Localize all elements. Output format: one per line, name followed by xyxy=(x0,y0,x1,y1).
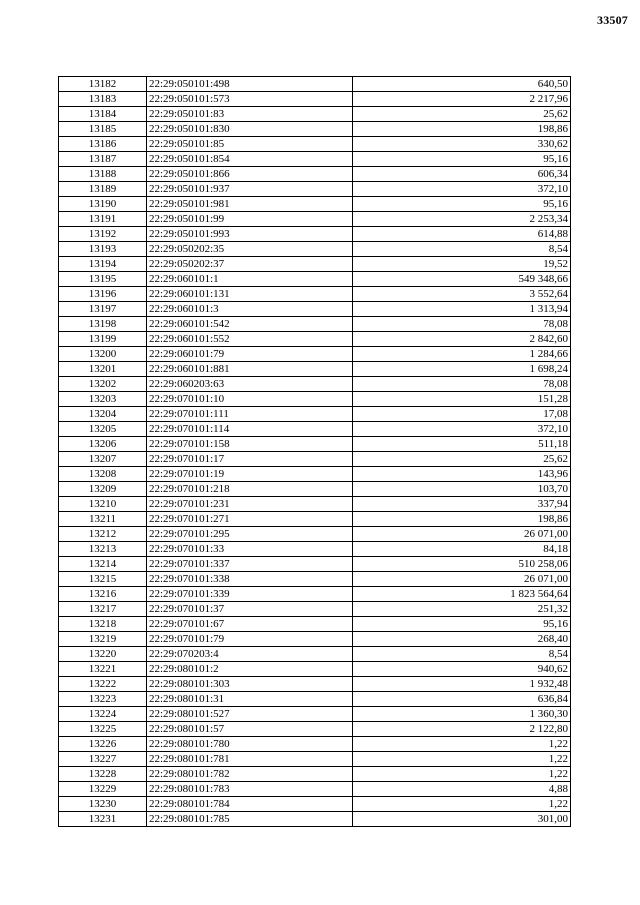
row-number-cell: 13222 xyxy=(59,677,147,692)
table-row xyxy=(59,602,571,617)
row-number-cell: 13182 xyxy=(59,77,147,92)
row-number-cell: 13200 xyxy=(59,347,147,362)
table-row xyxy=(59,332,571,347)
table-row xyxy=(59,317,571,332)
cadastral-number-cell: 22:29:070101:271 xyxy=(147,512,353,527)
row-number-cell: 13184 xyxy=(59,107,147,122)
cadastral-number-cell: 22:29:050101:573 xyxy=(147,92,353,107)
cadastral-number-cell: 22:29:060101:881 xyxy=(147,362,353,377)
cadastral-number-cell: 22:29:050101:99 xyxy=(147,212,353,227)
value-cell: 19,52 xyxy=(353,257,571,272)
cadastral-number-cell: 22:29:070101:218 xyxy=(147,482,353,497)
cadastral-number-cell: 22:29:080101:783 xyxy=(147,782,353,797)
cadastral-number-cell: 22:29:080101:782 xyxy=(147,767,353,782)
value-cell: 636,84 xyxy=(353,692,571,707)
cadastral-number-cell: 22:29:070101:111 xyxy=(147,407,353,422)
value-cell: 330,62 xyxy=(353,137,571,152)
row-number-cell: 13199 xyxy=(59,332,147,347)
table-row xyxy=(59,737,571,752)
table-row xyxy=(59,272,571,287)
table-row xyxy=(59,152,571,167)
row-number-cell: 13204 xyxy=(59,407,147,422)
value-cell: 1 284,66 xyxy=(353,347,571,362)
table-row xyxy=(59,137,571,152)
value-cell: 17,08 xyxy=(353,407,571,422)
value-cell: 2 253,34 xyxy=(353,212,571,227)
cadastral-number-cell: 22:29:070101:10 xyxy=(147,392,353,407)
value-cell: 3 552,64 xyxy=(353,287,571,302)
row-number-cell: 13210 xyxy=(59,497,147,512)
row-number-cell: 13227 xyxy=(59,752,147,767)
cadastral-number-cell: 22:29:070101:295 xyxy=(147,527,353,542)
value-cell: 1 932,48 xyxy=(353,677,571,692)
cadastral-number-cell: 22:29:070101:339 xyxy=(147,587,353,602)
value-cell: 1 360,30 xyxy=(353,707,571,722)
row-number-cell: 13187 xyxy=(59,152,147,167)
table-row xyxy=(59,437,571,452)
table-row xyxy=(59,812,571,827)
value-cell: 2 217,96 xyxy=(353,92,571,107)
row-number-cell: 13191 xyxy=(59,212,147,227)
row-number-cell: 13192 xyxy=(59,227,147,242)
cadastral-number-cell: 22:29:050101:937 xyxy=(147,182,353,197)
cadastral-number-cell: 22:29:050202:35 xyxy=(147,242,353,257)
cadastral-number-cell: 22:29:070101:338 xyxy=(147,572,353,587)
table-row xyxy=(59,497,571,512)
table-body xyxy=(59,77,571,827)
table-row xyxy=(59,167,571,182)
cadastral-number-cell: 22:29:050202:37 xyxy=(147,257,353,272)
table-row xyxy=(59,767,571,782)
table-row xyxy=(59,92,571,107)
row-number-cell: 13198 xyxy=(59,317,147,332)
value-cell: 251,32 xyxy=(353,602,571,617)
row-number-cell: 13220 xyxy=(59,647,147,662)
row-number-cell: 13202 xyxy=(59,377,147,392)
value-cell: 2 842,60 xyxy=(353,332,571,347)
table-row xyxy=(59,212,571,227)
value-cell: 1,22 xyxy=(353,797,571,812)
value-cell: 78,08 xyxy=(353,377,571,392)
table-row xyxy=(59,662,571,677)
value-cell: 103,70 xyxy=(353,482,571,497)
value-cell: 614,88 xyxy=(353,227,571,242)
value-cell: 1,22 xyxy=(353,737,571,752)
row-number-cell: 13207 xyxy=(59,452,147,467)
row-number-cell: 13209 xyxy=(59,482,147,497)
row-number-cell: 13216 xyxy=(59,587,147,602)
value-cell: 78,08 xyxy=(353,317,571,332)
cadastral-number-cell: 22:29:050101:83 xyxy=(147,107,353,122)
row-number-cell: 13196 xyxy=(59,287,147,302)
table-row xyxy=(59,302,571,317)
table-row xyxy=(59,392,571,407)
row-number-cell: 13186 xyxy=(59,137,147,152)
value-cell: 1 698,24 xyxy=(353,362,571,377)
table-row xyxy=(59,287,571,302)
row-number-cell: 13221 xyxy=(59,662,147,677)
value-cell: 511,18 xyxy=(353,437,571,452)
row-number-cell: 13228 xyxy=(59,767,147,782)
value-cell: 198,86 xyxy=(353,122,571,137)
row-number-cell: 13223 xyxy=(59,692,147,707)
cadastral-number-cell: 22:29:080101:303 xyxy=(147,677,353,692)
row-number-cell: 13195 xyxy=(59,272,147,287)
table-row xyxy=(59,347,571,362)
value-cell: 198,86 xyxy=(353,512,571,527)
table-row xyxy=(59,512,571,527)
cadastral-number-cell: 22:29:080101:781 xyxy=(147,752,353,767)
value-cell: 84,18 xyxy=(353,542,571,557)
table-row xyxy=(59,632,571,647)
cadastral-number-cell: 22:29:070101:67 xyxy=(147,617,353,632)
row-number-cell: 13194 xyxy=(59,257,147,272)
row-number-cell: 13185 xyxy=(59,122,147,137)
value-cell: 510 258,06 xyxy=(353,557,571,572)
cadastral-number-cell: 22:29:060101:79 xyxy=(147,347,353,362)
row-number-cell: 13203 xyxy=(59,392,147,407)
value-cell: 1 823 564,64 xyxy=(353,587,571,602)
row-number-cell: 13212 xyxy=(59,527,147,542)
value-cell: 606,34 xyxy=(353,167,571,182)
cadastral-number-cell: 22:29:070101:231 xyxy=(147,497,353,512)
row-number-cell: 13197 xyxy=(59,302,147,317)
value-cell: 301,00 xyxy=(353,812,571,827)
row-number-cell: 13231 xyxy=(59,812,147,827)
row-number-cell: 13213 xyxy=(59,542,147,557)
value-cell: 940,62 xyxy=(353,662,571,677)
table-row xyxy=(59,122,571,137)
table-row xyxy=(59,722,571,737)
cadastral-number-cell: 22:29:070101:337 xyxy=(147,557,353,572)
cadastral-number-cell: 22:29:070101:33 xyxy=(147,542,353,557)
cadastral-number-cell: 22:29:060101:131 xyxy=(147,287,353,302)
table-row xyxy=(59,752,571,767)
value-cell: 549 348,66 xyxy=(353,272,571,287)
value-cell: 372,10 xyxy=(353,182,571,197)
cadastral-number-cell: 22:29:070101:158 xyxy=(147,437,353,452)
value-cell: 25,62 xyxy=(353,452,571,467)
table-row xyxy=(59,257,571,272)
cadastral-number-cell: 22:29:060101:3 xyxy=(147,302,353,317)
table-row xyxy=(59,527,571,542)
row-number-cell: 13188 xyxy=(59,167,147,182)
value-cell: 95,16 xyxy=(353,152,571,167)
cadastral-number-cell: 22:29:070101:37 xyxy=(147,602,353,617)
row-number-cell: 13215 xyxy=(59,572,147,587)
cadastral-number-cell: 22:29:050101:993 xyxy=(147,227,353,242)
table-row xyxy=(59,557,571,572)
value-cell: 1,22 xyxy=(353,752,571,767)
row-number-cell: 13229 xyxy=(59,782,147,797)
row-number-cell: 13189 xyxy=(59,182,147,197)
cadastral-number-cell: 22:29:060203:63 xyxy=(147,377,353,392)
row-number-cell: 13219 xyxy=(59,632,147,647)
cadastral-number-cell: 22:29:050101:85 xyxy=(147,137,353,152)
cadastral-number-cell: 22:29:080101:31 xyxy=(147,692,353,707)
cadastral-number-cell: 22:29:050101:981 xyxy=(147,197,353,212)
row-number-cell: 13193 xyxy=(59,242,147,257)
table-row xyxy=(59,467,571,482)
row-number-cell: 13214 xyxy=(59,557,147,572)
cadastral-number-cell: 22:29:070101:79 xyxy=(147,632,353,647)
value-cell: 25,62 xyxy=(353,107,571,122)
value-cell: 151,28 xyxy=(353,392,571,407)
value-cell: 268,40 xyxy=(353,632,571,647)
table-row xyxy=(59,617,571,632)
table-row xyxy=(59,587,571,602)
row-number-cell: 13190 xyxy=(59,197,147,212)
cadastral-number-cell: 22:29:070101:17 xyxy=(147,452,353,467)
table-row xyxy=(59,407,571,422)
cadastral-number-cell: 22:29:080101:527 xyxy=(147,707,353,722)
table-row xyxy=(59,452,571,467)
row-number-cell: 13230 xyxy=(59,797,147,812)
row-number-cell: 13218 xyxy=(59,617,147,632)
cadastral-number-cell: 22:29:050101:830 xyxy=(147,122,353,137)
cadastral-value-table xyxy=(58,76,571,827)
cadastral-number-cell: 22:29:080101:785 xyxy=(147,812,353,827)
table-row xyxy=(59,197,571,212)
value-cell: 372,10 xyxy=(353,422,571,437)
row-number-cell: 13224 xyxy=(59,707,147,722)
table-row xyxy=(59,542,571,557)
cadastral-number-cell: 22:29:070101:19 xyxy=(147,467,353,482)
value-cell: 1 313,94 xyxy=(353,302,571,317)
table-row xyxy=(59,242,571,257)
cadastral-number-cell: 22:29:060101:542 xyxy=(147,317,353,332)
cadastral-number-cell: 22:29:080101:784 xyxy=(147,797,353,812)
table-row xyxy=(59,422,571,437)
table-row xyxy=(59,677,571,692)
row-number-cell: 13217 xyxy=(59,602,147,617)
value-cell: 4,88 xyxy=(353,782,571,797)
value-cell: 8,54 xyxy=(353,242,571,257)
value-cell: 143,96 xyxy=(353,467,571,482)
table-row xyxy=(59,182,571,197)
table-row xyxy=(59,647,571,662)
cadastral-number-cell: 22:29:050101:498 xyxy=(147,77,353,92)
page-number: 33507 xyxy=(597,13,628,27)
table-row xyxy=(59,362,571,377)
value-cell: 640,50 xyxy=(353,77,571,92)
value-cell: 95,16 xyxy=(353,617,571,632)
value-cell: 337,94 xyxy=(353,497,571,512)
table-row xyxy=(59,227,571,242)
cadastral-number-cell: 22:29:070101:114 xyxy=(147,422,353,437)
cadastral-number-cell: 22:29:080101:780 xyxy=(147,737,353,752)
table-row xyxy=(59,782,571,797)
value-cell: 26 071,00 xyxy=(353,572,571,587)
table-row xyxy=(59,572,571,587)
cadastral-number-cell: 22:29:060101:1 xyxy=(147,272,353,287)
value-cell: 26 071,00 xyxy=(353,527,571,542)
cadastral-number-cell: 22:29:050101:866 xyxy=(147,167,353,182)
row-number-cell: 13211 xyxy=(59,512,147,527)
cadastral-number-cell: 22:29:050101:854 xyxy=(147,152,353,167)
table-row xyxy=(59,692,571,707)
row-number-cell: 13225 xyxy=(59,722,147,737)
cadastral-number-cell: 22:29:080101:2 xyxy=(147,662,353,677)
cadastral-number-cell: 22:29:070203:4 xyxy=(147,647,353,662)
table-row xyxy=(59,707,571,722)
value-cell: 95,16 xyxy=(353,197,571,212)
table-row xyxy=(59,482,571,497)
row-number-cell: 13208 xyxy=(59,467,147,482)
table-row xyxy=(59,77,571,92)
row-number-cell: 13226 xyxy=(59,737,147,752)
table-row xyxy=(59,107,571,122)
table-row xyxy=(59,377,571,392)
value-cell: 8,54 xyxy=(353,647,571,662)
cadastral-number-cell: 22:29:080101:57 xyxy=(147,722,353,737)
row-number-cell: 13206 xyxy=(59,437,147,452)
row-number-cell: 13201 xyxy=(59,362,147,377)
row-number-cell: 13205 xyxy=(59,422,147,437)
value-cell: 2 122,80 xyxy=(353,722,571,737)
cadastral-number-cell: 22:29:060101:552 xyxy=(147,332,353,347)
value-cell: 1,22 xyxy=(353,767,571,782)
row-number-cell: 13183 xyxy=(59,92,147,107)
table-row xyxy=(59,797,571,812)
